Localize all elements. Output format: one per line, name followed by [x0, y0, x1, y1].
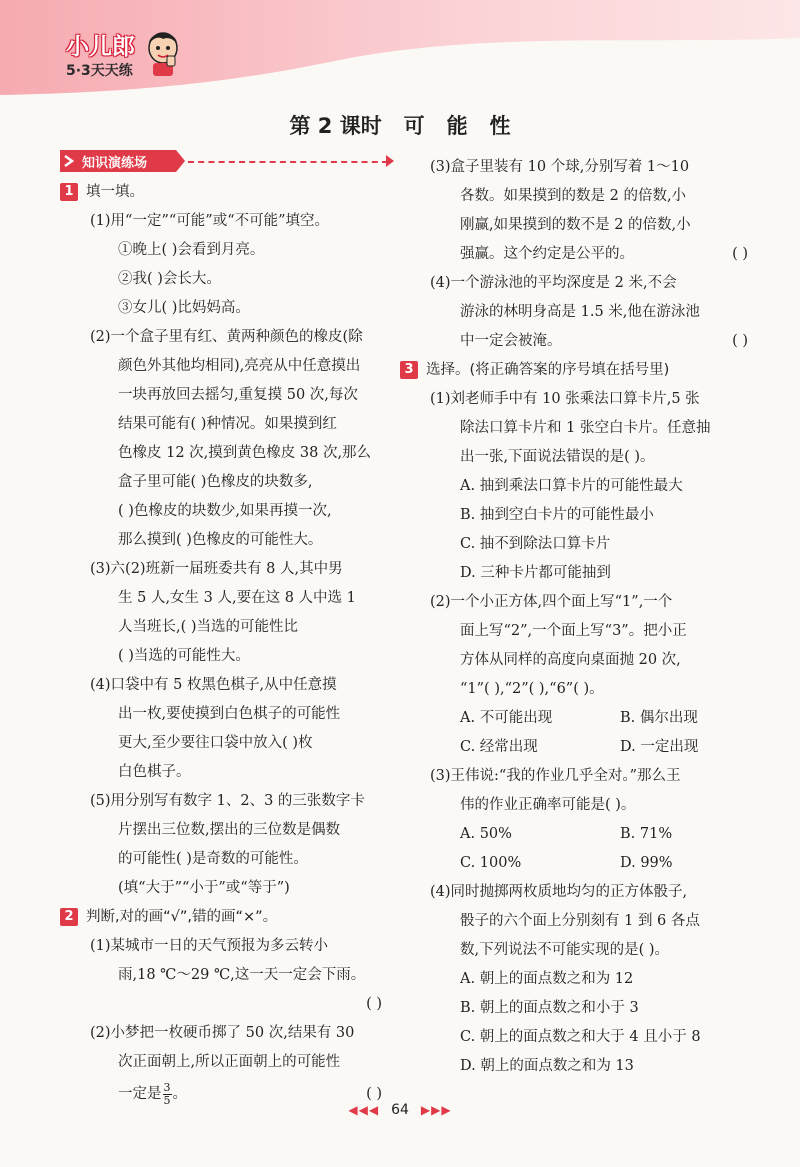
q2-part1-line: 雨,18 ℃～29 ℃,这一天一定会下雨。 [118, 967, 366, 983]
q1-part5-line: (5)用分别写有数字 1、2、3 的三张数字卡 [90, 793, 365, 809]
q1-part2-line: 那么摸到( )色橡皮的可能性大。 [118, 532, 323, 548]
q2-part4-last-line: 中一定会被淹。 ( ) [430, 327, 760, 356]
section-divider [188, 161, 388, 163]
q1-part1-line: ①晚上( )会看到月亮。 [118, 242, 265, 258]
answer-paren: ( ) [366, 1086, 382, 1102]
q2-part3-line: 各数。如果摸到的数是 2 的倍数,小 [460, 188, 687, 204]
q1-part4-line: (4)口袋中有 5 枚黑色棋子,从中任意摸 [90, 677, 337, 693]
section-banner [60, 150, 394, 172]
page-title: 第 2 课时 可 能 性 [289, 114, 511, 138]
answer-paren: ( ) [732, 246, 748, 262]
question-2-title: 2 判断,对的画“√”,错的画“×”。 [60, 903, 394, 932]
q3-part4-line: (4)同时抛掷两枚质地均匀的正方体骰子, [430, 884, 688, 900]
q1-part2-line: 一块再放回去摇匀,重复摸 50 次,每次 [118, 387, 358, 403]
q2-part3-line: 刚赢,如果摸到的数不是 2 的倍数,小 [460, 217, 691, 233]
q3-part2-line: 方体从同样的高度向桌面抛 20 次, [460, 652, 681, 668]
option: A. 抽到乘法口算卡片的可能性最大 [460, 478, 683, 494]
page-footer [0, 1102, 800, 1118]
section-tag-label: 知识演练场 [82, 156, 148, 171]
option: A. 50% [460, 826, 512, 842]
q1-part3-line: (3)六(2)班新一届班委共有 8 人,其中男 [90, 561, 343, 577]
answer-paren: ( ) [732, 333, 748, 349]
option: A. 朝上的面点数之和为 12 [460, 971, 634, 987]
option: B. 71% [620, 826, 673, 842]
q2-part1-line: (1)某城市一日的天气预报为多云转小 [90, 938, 329, 954]
q3-part2-line: “1”( ),“2”( ),“6”( )。 [460, 681, 604, 697]
q1-part3-line: 生 5 人,女生 3 人,要在这 8 人中选 1 [118, 590, 356, 606]
q3-part2-line: (2)一个小正方体,四个面上写“1”,一个 [430, 594, 673, 610]
q2-part3-line: (3)盒子里装有 10 个球,分别写着 1～10 [430, 159, 690, 175]
page-number: 64 [391, 1102, 409, 1118]
brand-name: 小儿郎 [66, 34, 135, 60]
q1-part1-line: ③女儿( )比妈妈高。 [118, 300, 250, 316]
q1-part5-line: 的可能性( )是奇数的可能性。 [118, 851, 308, 867]
q1-part2-line: 颜色外其他均相同),亮亮从中任意摸出 [118, 358, 361, 374]
series-name: 5·3天天练 [66, 63, 133, 79]
question-1-title: 1 填一填。 [60, 178, 394, 207]
q3-part2-line: 面上写“2”,一个面上写“3”。把小正 [460, 623, 687, 639]
q1-part3-line: ( )当选的可能性大。 [118, 648, 250, 664]
question-number-badge: 1 [60, 183, 78, 201]
option-row [430, 704, 760, 733]
q1-part5-line: 片摆出三位数,摆出的三位数是偶数 [118, 822, 341, 838]
q3-part1-line: 除法口算卡片和 1 张空白卡片。任意抽 [460, 420, 711, 436]
q1-part5-line: (填“大于”“小于”或“等于”) [118, 880, 290, 896]
q3-part4-line: 骰子的六个面上分别刻有 1 到 6 各点 [460, 913, 700, 929]
q1-part4-line: 更大,至少要往口袋中放入( )枚 [118, 735, 313, 751]
option: C. 经常出现 [460, 739, 538, 755]
option: C. 100% [460, 855, 522, 871]
right-column [404, 153, 760, 1081]
question-number-badge: 2 [60, 908, 78, 926]
question-3-title: 3 选择。(将正确答案的序号填在括号里) [400, 356, 760, 385]
q1-part1-line: ②我( )会长大。 [118, 271, 221, 287]
left-column [60, 150, 394, 1111]
question-number-badge: 3 [400, 361, 418, 379]
q1-part2-line: (2)一个盒子里有红、黄两种颜色的橡皮(除 [90, 329, 363, 345]
q1-part4-line: 白色棋子。 [118, 764, 191, 780]
right-arrows-icon: ▶▶▶ [420, 1103, 452, 1117]
q3-part1-line: 出一张,下面说法错误的是( )。 [460, 449, 655, 465]
option: D. 一定出现 [620, 739, 699, 755]
section-arrow-icon [386, 155, 394, 167]
option: B. 偶尔出现 [620, 710, 698, 726]
option-row [430, 849, 760, 878]
option: D. 99% [620, 855, 673, 871]
q3-part3-line: (3)王伟说:“我的作业几乎全对。”那么王 [430, 768, 681, 784]
q1-part2-line: 盒子里可能( )色橡皮的块数多, [118, 474, 313, 490]
q1-part4-line: 出一枚,要使摸到白色棋子的可能性 [118, 706, 341, 722]
option: C. 抽不到除法口算卡片 [460, 536, 611, 552]
q1-part2-line: 色橡皮 12 次,摸到黄色橡皮 38 次,那么 [118, 445, 372, 461]
q2-part2-line: 次正面朝上,所以正面朝上的可能性 [118, 1054, 341, 1070]
answer-paren: ( ) [366, 996, 382, 1012]
option-row [430, 733, 760, 762]
option: A. 不可能出现 [460, 710, 553, 726]
option: C. 朝上的面点数之和大于 4 且小于 8 [460, 1029, 701, 1045]
option: B. 朝上的面点数之和小于 3 [460, 1000, 639, 1016]
option: D. 朝上的面点数之和为 13 [460, 1058, 634, 1074]
option-row [430, 820, 760, 849]
q2-part4-line: (4)一个游泳池的平均深度是 2 米,不会 [430, 275, 677, 291]
q2-part3-last-line: 强赢。这个约定是公平的。 ( ) [430, 240, 760, 269]
left-arrows-icon: ◀◀◀ [348, 1103, 380, 1117]
q2-part2-last-line: 一定是 $\frac{3}{5}$ 。 ( ) [60, 1077, 394, 1111]
option: D. 三种卡片都可能抽到 [460, 565, 611, 581]
q1-part1-line: (1)用“一定”“可能”或“不可能”填空。 [90, 213, 330, 229]
fraction: $\frac{3}{5}$ [163, 1080, 171, 1107]
q2-part4-line: 游泳的林明身高是 1.5 米,他在游泳池 [460, 304, 700, 320]
q2-part2-line: (2)小梦把一枚硬币掷了 50 次,结果有 30 [90, 1025, 355, 1041]
mascot-icon [143, 28, 183, 78]
q1-part2-line: ( )色橡皮的块数少,如果再摸一次, [118, 503, 332, 519]
q3-part4-line: 数,下列说法不可能实现的是( )。 [460, 942, 670, 958]
q1-part3-line: 人当班长,( )当选的可能性比 [118, 619, 299, 635]
q3-part1-line: (1)刘老师手中有 10 张乘法口算卡片,5 张 [430, 391, 700, 407]
q1-part2-line: 结果可能有( )种情况。如果摸到红 [118, 416, 337, 432]
q3-part3-line: 伟的作业正确率可能是( )。 [460, 797, 636, 813]
option: B. 抽到空白卡片的可能性最小 [460, 507, 654, 523]
